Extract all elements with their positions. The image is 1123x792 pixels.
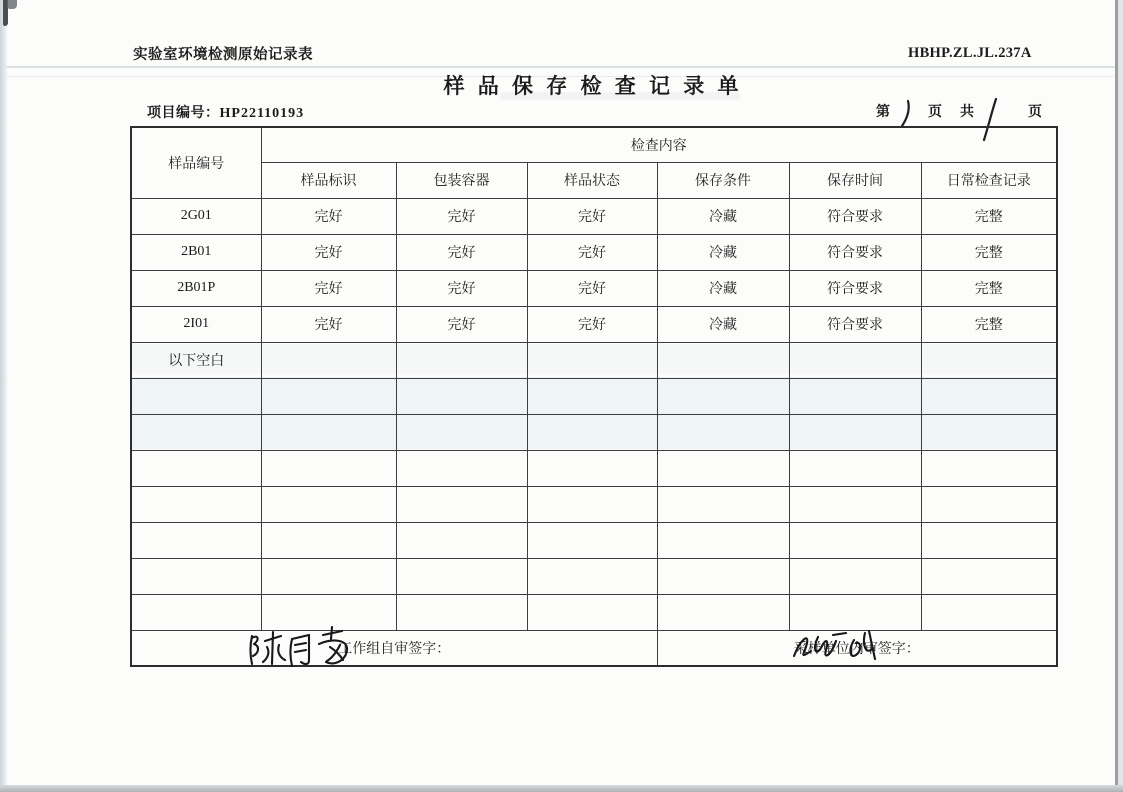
cell-value: 完整 [921, 234, 1057, 270]
empty-cell [527, 378, 657, 414]
group-header-inspection-content: 检查内容 [261, 127, 1057, 162]
empty-cell [657, 378, 789, 414]
empty-cell [261, 450, 396, 486]
empty-cell [396, 414, 527, 450]
empty-cell [921, 450, 1057, 486]
handwritten-page-current [898, 99, 914, 129]
cell-value: 完整 [921, 198, 1057, 234]
workgroup-signature-cell [131, 630, 657, 666]
empty-cell [789, 522, 921, 558]
cell-sample-id: 2B01P [131, 270, 261, 306]
empty-cell [527, 594, 657, 630]
cell-value: 冷藏 [657, 306, 789, 342]
sample-preservation-table [130, 126, 1058, 667]
cell-value: 完好 [396, 270, 527, 306]
empty-cell [396, 486, 527, 522]
empty-cell [921, 558, 1057, 594]
empty-cell [657, 486, 789, 522]
empty-cell [527, 414, 657, 450]
sampling-signature-cell [657, 630, 1057, 666]
project-number-value: HP22110193 [219, 106, 305, 121]
cell-value: 冷藏 [657, 270, 789, 306]
sampling-sign-label: 采样单位内审签字： [793, 641, 920, 657]
empty-cell [921, 342, 1057, 378]
empty-row [131, 414, 1057, 450]
empty-cell [789, 378, 921, 414]
cell-value: 符合要求 [789, 306, 921, 342]
page-left-edge-shadow [0, 0, 8, 792]
empty-cell [131, 522, 261, 558]
empty-cell [261, 522, 396, 558]
cell-value: 完整 [921, 306, 1057, 342]
empty-cell [527, 522, 657, 558]
page-word-ye: 页 [1028, 105, 1042, 120]
cell-value: 完好 [261, 306, 396, 342]
cell-value: 完好 [527, 270, 657, 306]
cell-value: 符合要求 [789, 198, 921, 234]
empty-cell [396, 378, 527, 414]
column-header-daily-check-record: 日常检查记录 [921, 162, 1057, 198]
empty-cell [921, 378, 1057, 414]
cell-value: 完好 [396, 198, 527, 234]
cell-sample-id: 2G01 [131, 198, 261, 234]
empty-cell [657, 594, 789, 630]
empty-cell [527, 342, 657, 378]
empty-cell [789, 450, 921, 486]
column-header-sample-status: 样品状态 [527, 162, 657, 198]
empty-cell [131, 558, 261, 594]
cell-value: 完好 [527, 198, 657, 234]
empty-row [131, 378, 1057, 414]
empty-cell [789, 594, 921, 630]
empty-cell [261, 414, 396, 450]
cell-value: 冷藏 [657, 198, 789, 234]
cell-value: 完好 [261, 198, 396, 234]
empty-cell [921, 486, 1057, 522]
empty-cell [396, 558, 527, 594]
workgroup-sign-label: 工作组自审签字： [338, 641, 451, 657]
empty-cell [527, 450, 657, 486]
scan-corner-mark [7, 0, 17, 9]
empty-cell [527, 486, 657, 522]
empty-cell [527, 558, 657, 594]
signature-row [131, 630, 1057, 666]
empty-cell [261, 594, 396, 630]
cell-value: 完好 [396, 234, 527, 270]
page-bottom-edge-shadow [0, 785, 1123, 792]
empty-cell [396, 342, 527, 378]
cell-value: 符合要求 [789, 234, 921, 270]
empty-cell [789, 414, 921, 450]
page-word-di: 第 [876, 105, 890, 120]
empty-cell [921, 414, 1057, 450]
empty-cell [131, 414, 261, 450]
empty-cell [657, 342, 789, 378]
column-header-packaging-container: 包装容器 [396, 162, 527, 198]
column-header-sample-label: 样品标识 [261, 162, 396, 198]
empty-cell [657, 450, 789, 486]
column-header-preservation-condition: 保存条件 [657, 162, 789, 198]
cell-value: 符合要求 [789, 270, 921, 306]
column-header-preservation-time: 保存时间 [789, 162, 921, 198]
empty-cell [657, 414, 789, 450]
blank-note-row [131, 342, 1057, 378]
cell-sample-id: 2B01 [131, 234, 261, 270]
empty-row [131, 522, 1057, 558]
cell-value: 完好 [396, 306, 527, 342]
cell-value: 完好 [261, 234, 396, 270]
cell-value: 完好 [527, 234, 657, 270]
table-row [131, 198, 1057, 234]
empty-cell [921, 594, 1057, 630]
empty-cell [789, 486, 921, 522]
document-type-label: 实验室环境检测原始记录表 [133, 47, 313, 63]
empty-row [131, 486, 1057, 522]
cell-value: 冷藏 [657, 234, 789, 270]
column-header-sample-id: 样品编号 [131, 127, 261, 198]
empty-cell [131, 486, 261, 522]
page-title: 样 品 保 存 检 查 记 录 单 [443, 74, 743, 98]
page-word-ye: 页 [928, 105, 942, 120]
empty-cell [261, 378, 396, 414]
empty-row [131, 558, 1057, 594]
page-right-edge-shadow [1118, 0, 1123, 792]
empty-row [131, 450, 1057, 486]
empty-cell [921, 522, 1057, 558]
empty-cell [396, 450, 527, 486]
empty-cell [657, 558, 789, 594]
project-number-line [147, 102, 304, 122]
blank-below-note: 以下空白 [131, 342, 261, 378]
empty-cell [131, 450, 261, 486]
empty-cell [261, 486, 396, 522]
table-row [131, 234, 1057, 270]
table-row [131, 306, 1057, 342]
scan-line-artifact [0, 66, 1123, 68]
cell-value: 完整 [921, 270, 1057, 306]
empty-row [131, 594, 1057, 630]
cell-sample-id: 2I01 [131, 306, 261, 342]
empty-cell [261, 558, 396, 594]
empty-cell [789, 558, 921, 594]
table-row [131, 270, 1057, 306]
empty-cell [131, 594, 261, 630]
cell-value: 完好 [261, 270, 396, 306]
form-code: HBHP.ZL.JL.237A [908, 45, 1032, 61]
empty-cell [789, 342, 921, 378]
empty-cell [261, 342, 396, 378]
empty-cell [396, 522, 527, 558]
empty-cell [131, 378, 261, 414]
project-number-label: 项目编号： [147, 106, 220, 121]
page-word-gong: 共 [960, 105, 974, 120]
empty-cell [657, 522, 789, 558]
empty-cell [396, 594, 527, 630]
cell-value: 完好 [527, 306, 657, 342]
